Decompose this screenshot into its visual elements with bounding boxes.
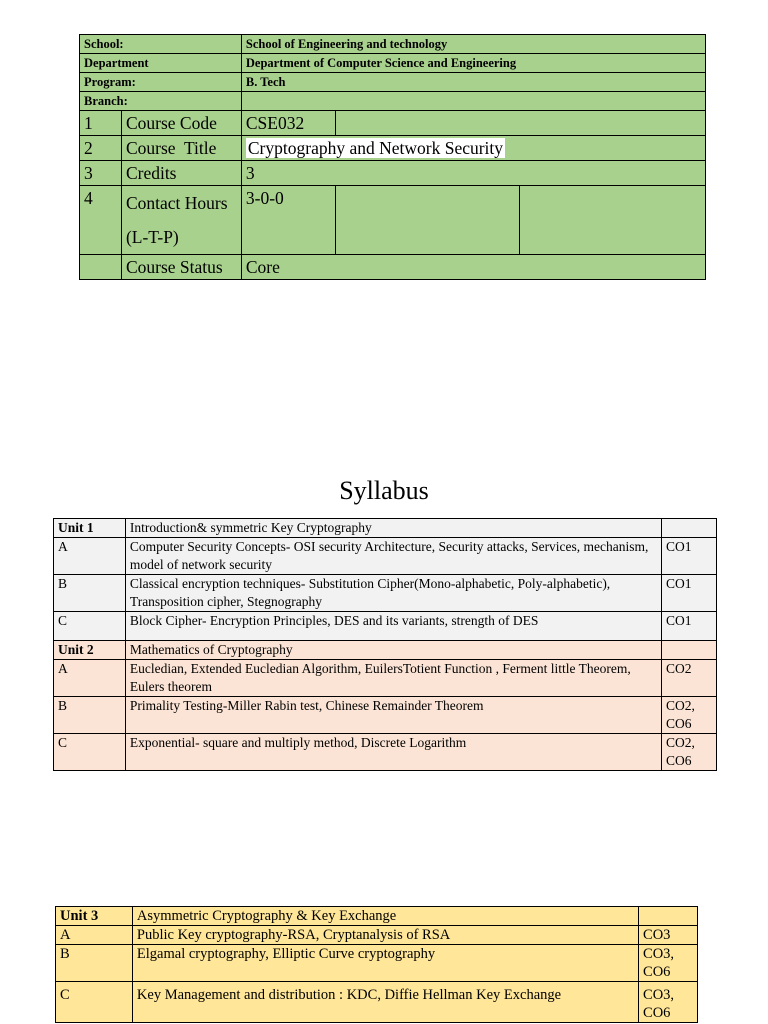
program-label: Program: <box>80 73 242 92</box>
syllabus-table <box>53 518 717 771</box>
item-text: Public Key cryptography-RSA, Cryptanalysis of RSA <box>132 926 638 945</box>
item-co: CO2, CO6 <box>662 734 717 771</box>
empty-cell <box>662 641 717 660</box>
item-co: CO3 <box>639 926 698 945</box>
credits-label: Credits <box>121 161 241 186</box>
unit-topic: Introduction& symmetric Key Cryptography <box>125 519 661 538</box>
unit-label: Unit 1 <box>54 519 126 538</box>
table-row <box>56 926 698 945</box>
table-row <box>54 697 717 734</box>
empty-cell <box>335 111 705 136</box>
course-title-cell <box>241 136 705 161</box>
school-value: School of Engineering and technology <box>241 35 705 54</box>
item-co: CO3, CO6 <box>639 982 698 1023</box>
course-status-row <box>80 255 706 280</box>
table-row <box>54 660 717 697</box>
unit-topic: Asymmetric Cryptography & Key Exchange <box>132 907 638 926</box>
table-row <box>56 945 698 982</box>
item-co: CO3, CO6 <box>639 945 698 982</box>
item-co: CO2, CO6 <box>662 697 717 734</box>
item-id: C <box>54 734 126 771</box>
course-code-row <box>80 111 706 136</box>
course-status-label: Course Status <box>121 255 241 280</box>
school-row <box>80 35 706 54</box>
row-number: 3 <box>80 161 122 186</box>
item-text: Computer Security Concepts- OSI security Architecture, Security attacks, Services, mechanism, model of network security <box>125 538 661 575</box>
department-label: Department <box>80 54 242 73</box>
empty-cell <box>520 186 706 255</box>
program-value: B. Tech <box>241 73 705 92</box>
row-number: 1 <box>80 111 122 136</box>
unit-label: Unit 3 <box>56 907 133 926</box>
table-row <box>54 612 717 641</box>
branch-row <box>80 92 706 111</box>
department-row <box>80 54 706 73</box>
item-text: Eucledian, Extended Eucledian Algorithm, EuilersTotient Function , Ferment little Theorem, Eulers theorem <box>125 660 661 697</box>
program-row <box>80 73 706 92</box>
course-title-value: Cryptography and Network Security <box>247 138 504 158</box>
course-code-value: CSE032 <box>241 111 335 136</box>
item-text: Primality Testing-Miller Rabin test, Chinese Remainder Theorem <box>125 697 661 734</box>
credits-value: 3 <box>241 161 705 186</box>
course-info-table <box>79 34 706 280</box>
school-label: School: <box>80 35 242 54</box>
unit-header-row <box>54 519 717 538</box>
item-text: Key Management and distribution : KDC, Diffie Hellman Key Exchange <box>132 982 638 1023</box>
unit-header-row <box>56 907 698 926</box>
contact-hours-row <box>80 186 706 255</box>
course-code-label: Course Code <box>121 111 241 136</box>
item-text: Block Cipher- Encryption Principles, DES and its variants, strength of DES <box>125 612 661 641</box>
unit-topic: Mathematics of Cryptography <box>125 641 661 660</box>
course-title-row <box>80 136 706 161</box>
item-id: B <box>56 945 133 982</box>
item-id: C <box>54 612 126 641</box>
item-id: B <box>54 697 126 734</box>
syllabus-table <box>55 906 698 1023</box>
item-text: Classical encryption techniques- Substitution Cipher(Mono-alphabetic, Poly-alphabetic), Transposition cipher, Stegnography <box>125 575 661 612</box>
item-id: B <box>54 575 126 612</box>
item-id: A <box>56 926 133 945</box>
table-row <box>54 734 717 771</box>
table-row <box>56 982 698 1023</box>
table-row <box>54 538 717 575</box>
course-title-label: Course Title <box>121 136 241 161</box>
unit-header-row <box>54 641 717 660</box>
row-number: 2 <box>80 136 122 161</box>
credits-row <box>80 161 706 186</box>
empty-cell <box>639 907 698 926</box>
contact-hours-label: Contact Hours (L-T-P) <box>121 186 241 255</box>
item-id: A <box>54 538 126 575</box>
empty-cell <box>335 186 520 255</box>
unit-label: Unit 2 <box>54 641 126 660</box>
item-co: CO2 <box>662 660 717 697</box>
item-id: C <box>56 982 133 1023</box>
item-text: Exponential- square and multiply method, Discrete Logarithm <box>125 734 661 771</box>
table-row <box>54 575 717 612</box>
course-status-value: Core <box>241 255 705 280</box>
syllabus-title: Syllabus <box>339 476 429 505</box>
item-co: CO1 <box>662 575 717 612</box>
row-number: 4 <box>80 186 122 255</box>
item-co: CO1 <box>662 538 717 575</box>
branch-label: Branch: <box>80 92 242 111</box>
department-value: Department of Computer Science and Engineering <box>241 54 705 73</box>
item-co: CO1 <box>662 612 717 641</box>
branch-value <box>241 92 705 111</box>
empty-cell <box>662 519 717 538</box>
item-id: A <box>54 660 126 697</box>
contact-hours-value: 3-0-0 <box>241 186 335 255</box>
item-text: Elgamal cryptography, Elliptic Curve cryptography <box>132 945 638 982</box>
row-number <box>80 255 122 280</box>
